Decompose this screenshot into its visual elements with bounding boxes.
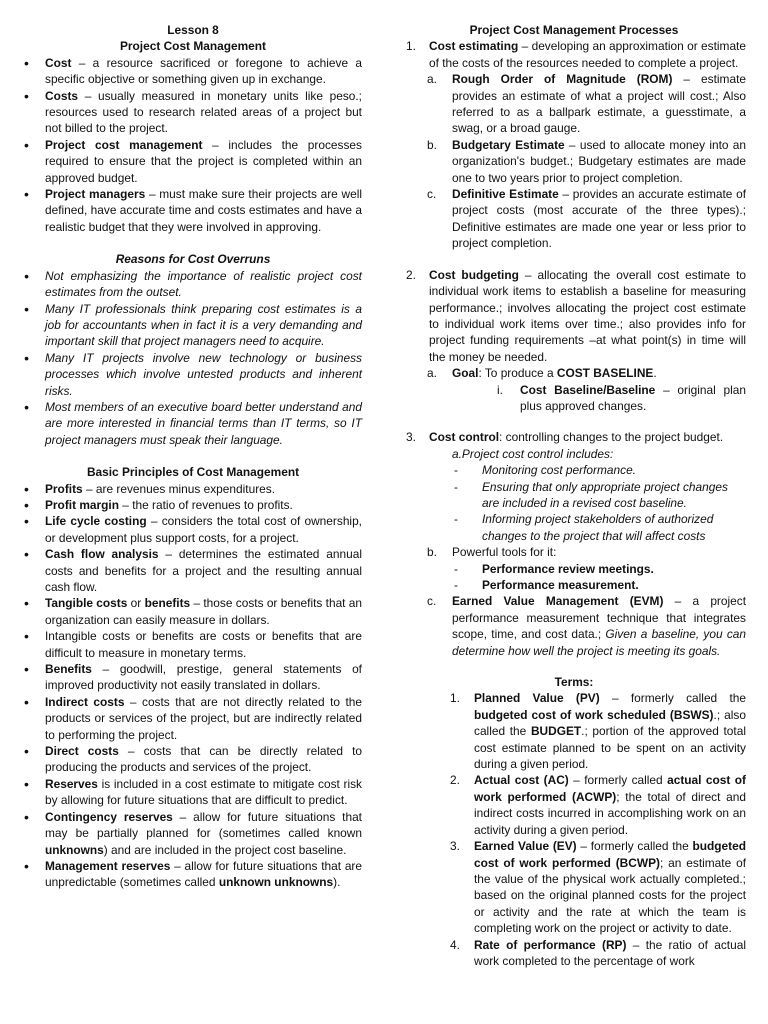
left-column: [24, 22, 362, 891]
list-item: • Cash flow analysis – determines the estimated annual costs and benefits for a project and the resulting annual cash flow.: [24, 546, 362, 595]
list-item: • Direct costs – costs that can be directly related to producing the products and services of the project.: [24, 743, 362, 776]
list-item: a. Rough Order of Magnitude (ROM) – estimate provides an estimate of what a project will cost.; Also referred to as a ballpark estimate, a guesstimate, a swag, or a broad gauge.: [427, 72, 746, 136]
list-item: • Intangible costs or benefits are costs or benefits that are difficult to measure in monetary terms.: [24, 628, 362, 661]
list-item: • Contingency reserves – allow for future situations that may be partially planned for (sometimes called known unknowns) and are included in the project cost baseline.: [24, 809, 362, 858]
lesson-title: Lesson 8: [167, 23, 219, 37]
list-item: • Project cost management – includes the processes required to ensure that the project is completed within an approved budget.: [24, 137, 362, 186]
list-item: • Tangible costs or benefits – those costs or benefits that an organization can easily measure in dollars.: [24, 595, 362, 628]
list-item: - Monitoring cost performance.: [454, 463, 636, 478]
list-item: • Costs – usually measured in monetary units like peso.; resources used to research related areas of a project but not billed to the project.: [24, 88, 362, 137]
list-item: • Project managers – must make sure their projects are well defined, have accurate time and costs estimates and have a realistic budget that they were involved in approving.: [24, 186, 362, 235]
list-item: 2. Actual cost (AC) – formerly called actual cost of work performed (ACWP); the total of direct and indirect costs incurred in accomplishing work on an activity during a given period.: [450, 773, 746, 837]
list-item: • Cost – a resource sacrificed or foregone to achieve a specific objective or something given up in exchange.: [24, 55, 362, 88]
list-item: • Benefits – goodwill, prestige, general statements of improved productivity not easily translated in dollars.: [24, 661, 362, 694]
list-item: • Management reserves – allow for future situations that are unpredictable (sometimes called unknown unknowns).: [24, 858, 362, 891]
reasons-heading: Reasons for Cost Overruns: [115, 252, 271, 267]
list-item: b. Budgetary Estimate – used to allocate money into an organization's budget.; Budgetary estimates are made one to two years prior to project completion.: [427, 137, 746, 185]
lesson-subtitle: Project Cost Management: [119, 39, 267, 54]
definitions-list: [24, 55, 362, 235]
principles-heading: Basic Principles of Cost Management: [86, 465, 300, 480]
list-item: 4. Rate of performance (RP) – the ratio of actual work completed to the percentage of work: [450, 937, 746, 968]
reasons-list: [24, 268, 362, 448]
list-item: • Profits – are revenues minus expenditures.: [24, 481, 362, 497]
list-item: • Many IT professionals think preparing cost estimates is a job for accountants when in fact it is a very demanding and important skill that project managers need to acquire.: [24, 301, 362, 350]
list-item: • Not emphasizing the importance of realistic project cost estimates from the outset.: [24, 268, 362, 301]
principles-list: [24, 481, 362, 891]
list-item: • Reserves is included in a cost estimate to mitigate cost risk by allowing for future situations that are difficult to predict.: [24, 776, 362, 809]
process-cost-estimating: 1. Cost estimating – developing an approximation or estimate of the costs of the resources needed to complete a project.: [406, 39, 746, 70]
list-item: • Life cycle costing – considers the total cost of ownership, or development plus support costs, for a project.: [24, 513, 362, 546]
list-item: - Informing project stakeholders of authorized changes to the project that will affect costs: [454, 512, 714, 543]
list-item: • Profit margin – the ratio of revenues to profits.: [24, 497, 362, 513]
list-item: i. Cost Baseline/Baseline – original plan plus approved changes.: [497, 382, 747, 413]
processes-title: Project Cost Management Processes: [469, 23, 679, 37]
list-item: • Most members of an executive board better understand and are more interested in financial terms than IT terms, so IT project managers must speak their language.: [24, 399, 362, 448]
list-item: b. Powerful tools for it:: [427, 545, 557, 560]
list-item: - Performance measurement.: [454, 578, 639, 592]
process-cost-budgeting: 2. Cost budgeting – allocating the overall cost estimate to individual work items to establish a baseline for measuring performance.; involves allocating the project cost estimate to individual work items over time.; also provides info for project funding requirements –at what point(s) in time will the money be needed.: [406, 267, 746, 364]
list-item: • Many IT projects involve new technology or business processes which involve untested products and inherent risks.: [24, 350, 362, 399]
list-item: 1. Planned Value (PV) – formerly called the budgeted cost of work scheduled (BSWS).; also called the BUDGET.; portion of the approved total cost estimate planned to be spent on an activity during a given period.: [450, 691, 746, 772]
list-item: 3. Earned Value (EV) – formerly called the budgeted cost of work performed (BCWP); an estimate of the value of the physical work actually completed.; based on the original planned costs for the project or activity and the rate at which the team is completing work on the project or activity to date.: [450, 839, 746, 936]
terms-heading: Terms:: [554, 675, 594, 690]
list-item: • Indirect costs – costs that are not directly related to the products or services of the project, but are indirectly related to performing the project.: [24, 694, 362, 743]
list-item: c. Definitive Estimate – provides an accurate estimate of project costs (most accurate of the three types).; Definitive estimates are made one year or less prior to project completion.: [427, 187, 747, 251]
list-item: a.Project cost control includes:: [452, 446, 614, 461]
list-item: - Performance review meetings.: [454, 561, 654, 576]
list-item: - Ensuring that only appropriate project changes are included in a revised cost baseline.: [454, 479, 728, 510]
list-item: c. Earned Value Management (EVM) – a project performance measurement technique that integrates scope, time, and cost data.; Given a baseline, you can determine how well the project is meeting its goals.: [427, 594, 747, 658]
list-item: a. Goal: To produce a COST BASELINE.: [427, 366, 657, 381]
process-cost-control: 3. Cost control: controlling changes to the project budget.: [406, 430, 724, 445]
right-column: [402, 22, 746, 969]
